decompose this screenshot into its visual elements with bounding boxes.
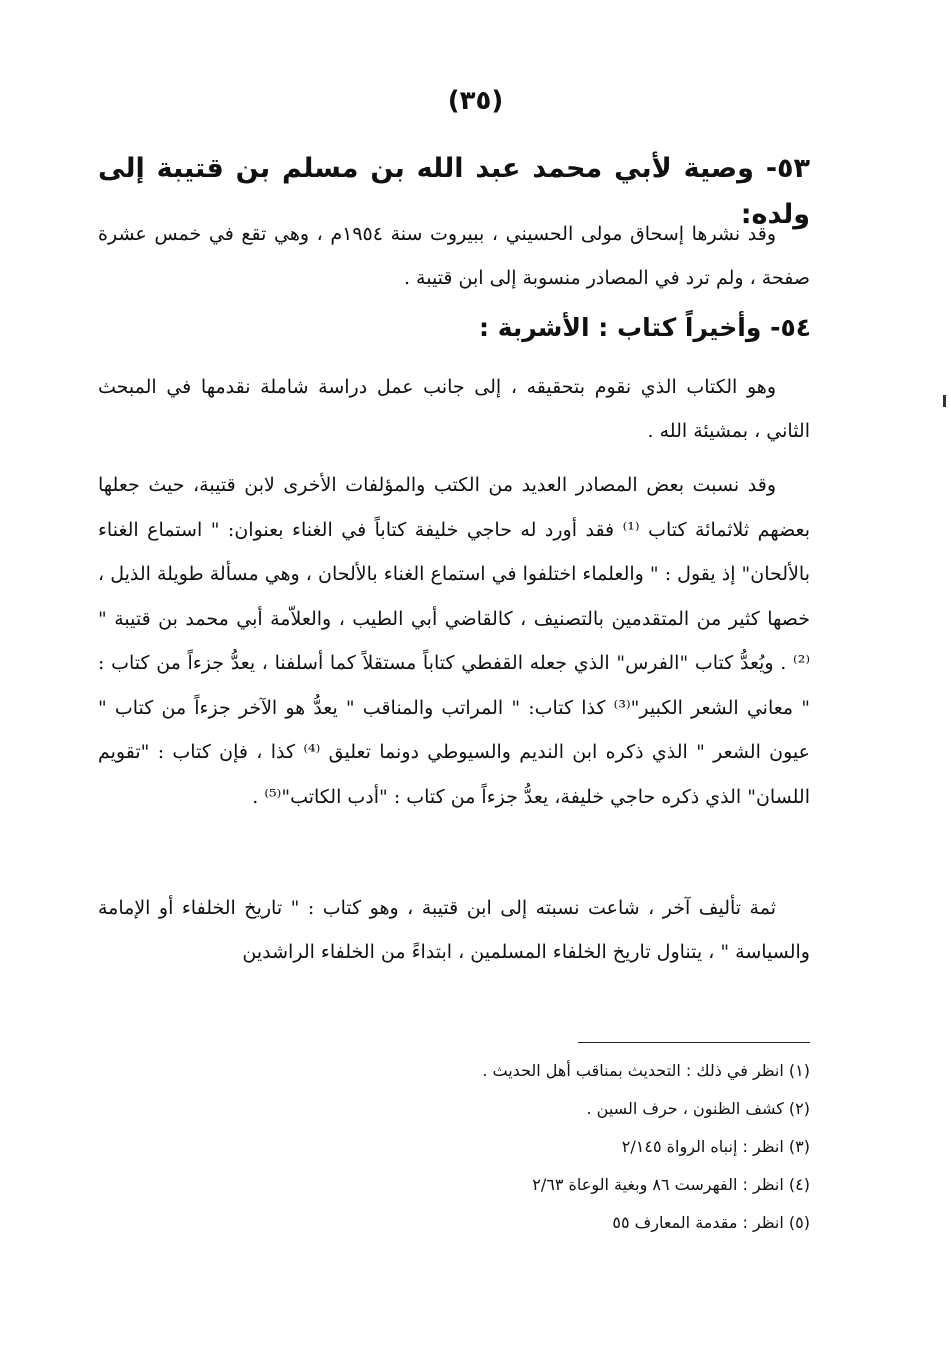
footnote-2: (٢) كشف الظنون ، حرف السين . [586,1099,810,1118]
section-53-paragraph: وقد نشرها إسحاق مولى الحسيني ، ببيروت سنة ١٩٥٤م ، وهي تقع في خمس عشرة صفحة ، ولم ترد في المصادر منسوبة إلى ابن قتيبة . [98,223,810,289]
section-53-body [98,212,810,300]
scan-edge-mark [943,395,946,407]
footnote-4: (٤) انظر : الفهرست ٨٦ وبغية الوعاة ٢/٦٣ [532,1175,810,1194]
paragraph-text: وهو الكتاب الذي نقوم بتحقيقه ، إلى جانب عمل دراسة شاملة نقدمها في المبحث الثاني ، بمشيئة الله . [98,376,810,442]
paragraph-text: وقد نسبت بعض المصادر العديد من الكتب والمؤلفات الأخرى لابن قتيبة، حيث جعلها بعضهم ثلاثمائة كتاب ⁽¹⁾ فقد أورد له حاجي خليفة كتاباً في الغناء بعنوان: " استماع الغناء بالألحان" إذ يقول : " والعلماء اختلفوا في استماع الغناء بالألحان ، وهي مسألة طويلة الذيل ، خصها كثير من المتقدمين بالتصنيف ، كالقاضي أبي الطيب ، والعلاّمة أبي محمد بن قتيبة " ⁽²⁾ . ويُعدُّ كتاب "الفرس" الذي جعله القفطي كتاباً مستقلاً كما أسلفنا ، يعدُّ جزءاً من كتاب : " معاني الشعر الكبير"⁽³⁾ كذا كتاب: " المراتب والمناقب " يعدُّ هو الآخر جزءاً من كتاب " عيون الشعر " الذي ذكره ابن النديم والسيوطي دونما تعليق ⁽⁴⁾ كذا ، فإن كتاب : "تقويم اللسان" الذي ذكره حاجي خليفة، يعدُّ جزءاً من كتاب : "أدب الكاتب"⁽⁵⁾ . [98,474,811,808]
section-54-paragraph-2 [98,463,810,819]
paragraph-text: ثمة تأليف آخر ، شاعت نسبته إلى ابن قتيبة ، وهو كتاب : " تاريخ الخلفاء أو الإمامة والسياسة " ، يتناول تاريخ الخلفاء المسلمين ، ابتداءً من الخلفاء الراشدين [98,897,810,963]
footnote-divider [578,1042,810,1043]
footnote-5: (٥) انظر : مقدمة المعارف ٥٥ [612,1213,810,1232]
footnotes [300,1052,810,1242]
section-54-paragraph-1 [98,365,810,453]
footnote-3: (٣) انظر : إنباه الرواة ٢/١٤٥ [621,1137,810,1156]
section-54-heading: ٥٤- وأخيراً كتاب : الأشربة : [479,313,811,342]
section-54-paragraph-3 [98,886,810,974]
footnote-1: (١) انظر في ذلك : التحديث بمناقب أهل الحديث . [482,1061,810,1080]
section-53-heading: ٥٣- وصية لأبي محمد عبد الله بن مسلم بن قتيبة إلى ولده: [98,153,810,230]
page-number: (٣٥) [447,86,504,116]
